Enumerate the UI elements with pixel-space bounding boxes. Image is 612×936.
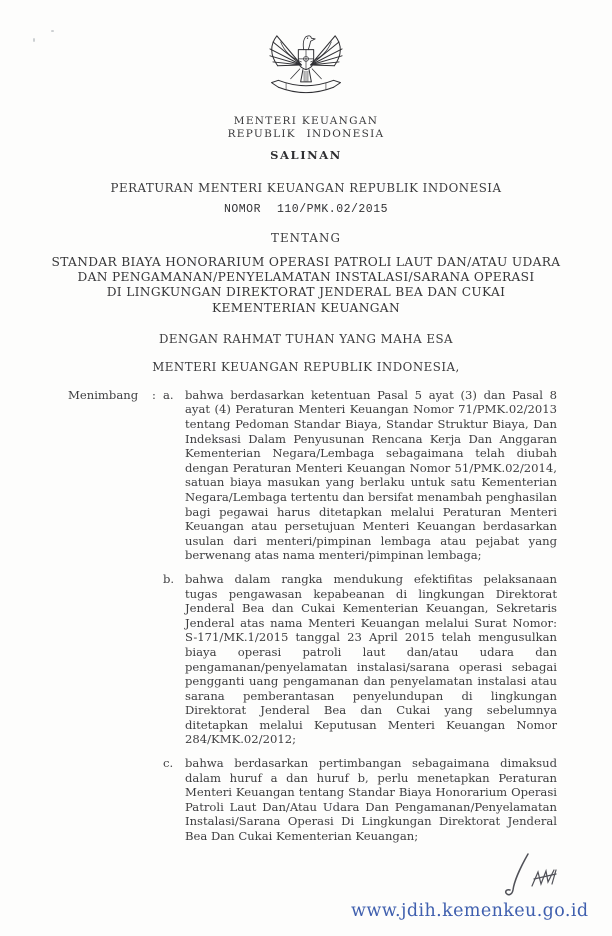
subject-line-4: KEMENTERIAN KEUANGAN [212, 300, 400, 315]
regulation-subject [0, 255, 612, 316]
ministry-name: MENTERI KEUANGAN [233, 115, 379, 127]
letterhead [0, 115, 612, 141]
republic-name: REPUBLIK INDONESIA [227, 128, 385, 140]
authority-line: MENTERI KEUANGAN REPUBLIK INDONESIA, [152, 359, 460, 374]
menimbang-colon: : [152, 387, 156, 402]
subject-line-3: DI LINGKUNGAN DIREKTORAT JENDERAL BEA DAN CUKAI [106, 285, 506, 300]
considerations-section [0, 388, 612, 844]
invocation-line: DENGAN RAHMAT TUHAN YANG MAHA ESA [158, 331, 454, 346]
signature-paraf [498, 846, 568, 906]
regulation-heading: PERATURAN MENTERI KEUANGAN REPUBLIK INDONESIA [110, 181, 502, 195]
item-marker-b: b. [163, 571, 175, 586]
regulation-number-label: NOMOR [223, 203, 261, 216]
scan-speck [51, 30, 54, 32]
jdih-website-link[interactable]: www.jdih.kemenkeu.go.id [351, 901, 589, 921]
subject-line-1: STANDAR BIAYA HONORARIUM OPERASI PATROLI LAUT DAN/ATAU UDARA [51, 255, 561, 269]
item-marker-a: a. [163, 387, 174, 402]
item-marker-c: c. [163, 756, 174, 771]
subject-line-2: DAN PENGAMANAN/PENYELAMATAN INSTALASI/SARANA OPERASI [77, 270, 535, 285]
scan-speck [33, 38, 35, 42]
item-text-b: bahwa dalam rangka mendukung efektifitas pelaksanaan tugas pengawasan kepabeanan di lingkungan Direktorat Jenderal Bea dan Cukai Kementerian Keuangan, Sekretaris Jenderal atas nama Menteri Keuangan melalui Surat Nomor: S-171/MK.1/2015 tanggal 23 April 2015 telah mengusulkan biaya operasi patroli laut dan/atau udara dan pengamanan/penyelamatan instalasi/sarana operasi sebagai pengganti uang pengamanan dan penyelamatan instalasi atau sarana pemberantasan penyelundupan di lingkungan Direktorat Jenderal Bea dan Cukai yang sebelumnya ditetapkan melalui Keputusan Menteri Keuangan Nomor 284/KMK.02/2012; [185, 571, 557, 747]
regulation-about-label: TENTANG [271, 231, 341, 245]
consideration-item-a [68, 388, 557, 563]
copy-stamp-salinan: SALINAN [270, 148, 342, 162]
consideration-item-b [68, 572, 557, 747]
item-text-a: bahwa berdasarkan ketentuan Pasal 5 ayat (3) dan Pasal 8 ayat (4) Peraturan Menteri Keuangan Nomor 71/PMK.02/2013 tentang Pedoman Standar Biaya, Standar Struktur Biaya, Dan Indeksasi Dalam Penyusunan Rencana Kerja Dan Anggaran Kementerian Negara/Lembaga sebagaimana telah diubah dengan Peraturan Menteri Keuangan Nomor 51/PMK.02/2014, satuan biaya masukan yang berlaku untuk satu Kementerian Negara/Lembaga tertentu dan bersifat menambah penghasilan bagi pegawai harus ditetapkan melalui Peraturan Menteri Keuangan atau persetujuan Menteri Keuangan berdasarkan usulan dari menteri/pimpinan lembaga atau pejabat yang berwenang atas nama menteri/pimpinan lembaga; [185, 387, 557, 563]
regulation-number-value: 110/PMK.02/2015 [276, 203, 389, 216]
regulation-number-line [0, 203, 612, 216]
letterhead-emblem-container [0, 0, 612, 108]
garuda-pancasila-emblem-icon [260, 22, 352, 108]
item-text-c: bahwa berdasarkan pertimbangan sebagaimana dimaksud dalam huruf a dan huruf b, perlu menetapkan Peraturan Menteri Keuangan tentang Standar Biaya Honorarium Operasi Patroli Laut Dan/Atau Udara Dan Pengamanan/Penyelamatan Instalasi/Sarana Operasi Di Lingkungan Direktorat Jenderal Bea Dan Cukai Kementerian Keuangan; [185, 756, 557, 844]
menimbang-label: Menimbang [68, 387, 139, 402]
consideration-item-c [68, 756, 557, 844]
